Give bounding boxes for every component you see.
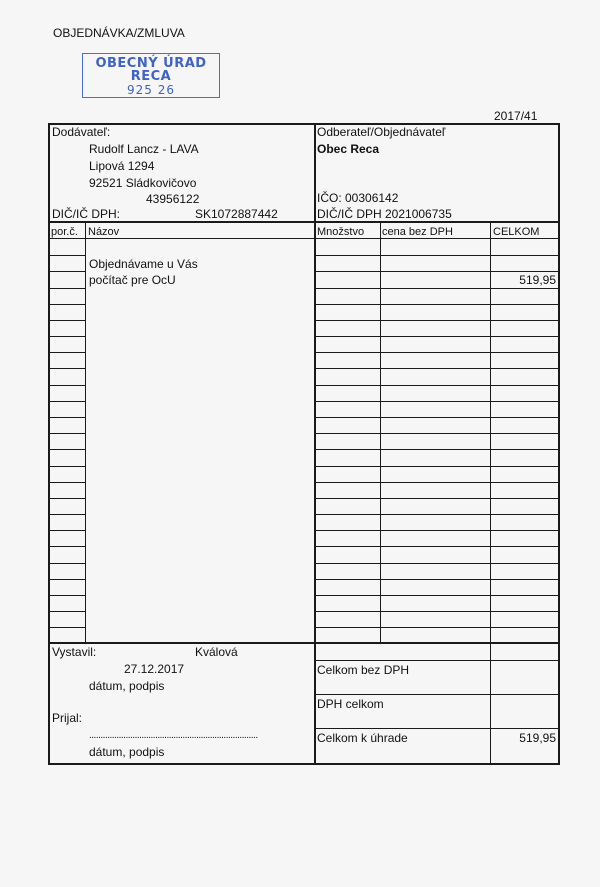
row-line-values [314,368,560,369]
footer-top-line [48,642,560,644]
row-line-por [48,336,85,337]
row-line-por [48,255,85,256]
header-nazov: Názov [88,226,120,238]
row-line-values [314,433,560,434]
row-line-values [314,530,560,531]
customer-label: Odberateľ/Objednávateľ [317,125,446,139]
office-stamp [82,53,220,98]
row-line-por [48,514,85,515]
frame-top [48,123,560,125]
row-line-values [314,352,560,353]
row-line-values [314,498,560,499]
row-line-por [48,611,85,612]
row-line-values [314,466,560,467]
row-line-por [48,563,85,564]
header-por: por.č. [51,226,78,238]
row-line-values [314,385,560,386]
row-line-values [314,449,560,450]
row-line-values [314,595,560,596]
celkom-k-uhrade-label: Celkom k úhrade [317,731,408,745]
frame-bottom [48,763,560,765]
row-line-por [48,546,85,547]
header-mnozstvo: Množstvo [317,226,365,238]
stamp-line-2: RECA [130,69,172,84]
datum-podpis-2: dátum, podpis [89,745,165,759]
totals-value-column [490,642,491,765]
signature-dots: .......................................................................... [89,730,258,741]
supplier-label: Dodávateľ: [52,125,111,139]
customer-ico: IČO: 00306142 [317,191,399,205]
row-line-por [48,466,85,467]
supplier-ico: 43956122 [146,192,200,206]
row-line-por [48,304,85,305]
supplier-street: Lipová 1294 [89,159,155,173]
row-line-values [314,563,560,564]
row-line-por [48,417,85,418]
customer-dic: DIČ/IČ DPH 2021006735 [317,207,452,221]
row-line-por [48,433,85,434]
vystavil-label: Vystavil: [52,645,97,659]
row-line-values [314,514,560,515]
row-line-por [48,320,85,321]
supplier-name: Rudolf Lancz - LAVA [89,142,199,156]
row-line-values [314,627,560,628]
celkom-bez-dph-label: Celkom bez DPH [317,663,410,677]
item-total: 519,95 [519,273,556,287]
celkom-k-uhrade-value: 519,95 [519,731,556,745]
prijal-label: Prijal: [52,711,83,725]
row-line-por [48,288,85,289]
datum-podpis-1: dátum, podpis [89,679,165,693]
row-line-por [48,627,85,628]
stamp-line-3: 925 26 [127,83,175,97]
row-line-values [314,336,560,337]
row-line-values [314,320,560,321]
row-line-values [314,401,560,402]
row-line-por [48,401,85,402]
row-line-values [314,304,560,305]
totals-line-3 [314,728,560,729]
row-line-por [48,579,85,580]
row-line-por [48,368,85,369]
frame-right [558,123,560,765]
vystavil-name: Kválová [195,645,238,659]
row-line-values [314,255,560,256]
header-bottom-line [48,238,560,239]
supplier-dic-value: SK1072887442 [195,207,278,221]
row-line-values [314,417,560,418]
supplier-city: 92521 Sládkovičovo [89,176,197,190]
column-por [85,221,86,642]
issue-date: 27.12.2017 [124,662,185,676]
row-line-por [48,271,85,272]
document-title: OBJEDNÁVKA/ZMLUVA [53,26,185,40]
supplier-dic-label: DIČ/IČ DPH: [52,207,121,221]
row-line-por [48,385,85,386]
item-description-line-1: Objednávame u Vás [89,257,198,271]
row-line-por [48,352,85,353]
header-celkom: CELKOM [493,226,540,238]
row-line-values [314,546,560,547]
frame-left [48,123,50,765]
row-line-por [48,482,85,483]
row-line-values [314,271,560,272]
row-line-por [48,595,85,596]
row-line-values [314,288,560,289]
totals-line-1 [314,660,560,661]
totals-line-2 [314,694,560,695]
row-line-por [48,498,85,499]
row-line-por [48,530,85,531]
header-cena: cena bez DPH [382,226,453,238]
customer-name: Obec Reca [317,142,380,156]
row-line-values [314,482,560,483]
header-top-line [48,221,560,223]
row-line-values [314,611,560,612]
stamp-line-1: OBECNÝ ÚRAD [95,56,207,71]
order-number: 2017/41 [494,109,538,123]
dph-celkom-label: DPH celkom [317,697,384,711]
item-description-line-2: počítač pre OcU [89,273,176,287]
row-line-values [314,579,560,580]
row-line-por [48,449,85,450]
